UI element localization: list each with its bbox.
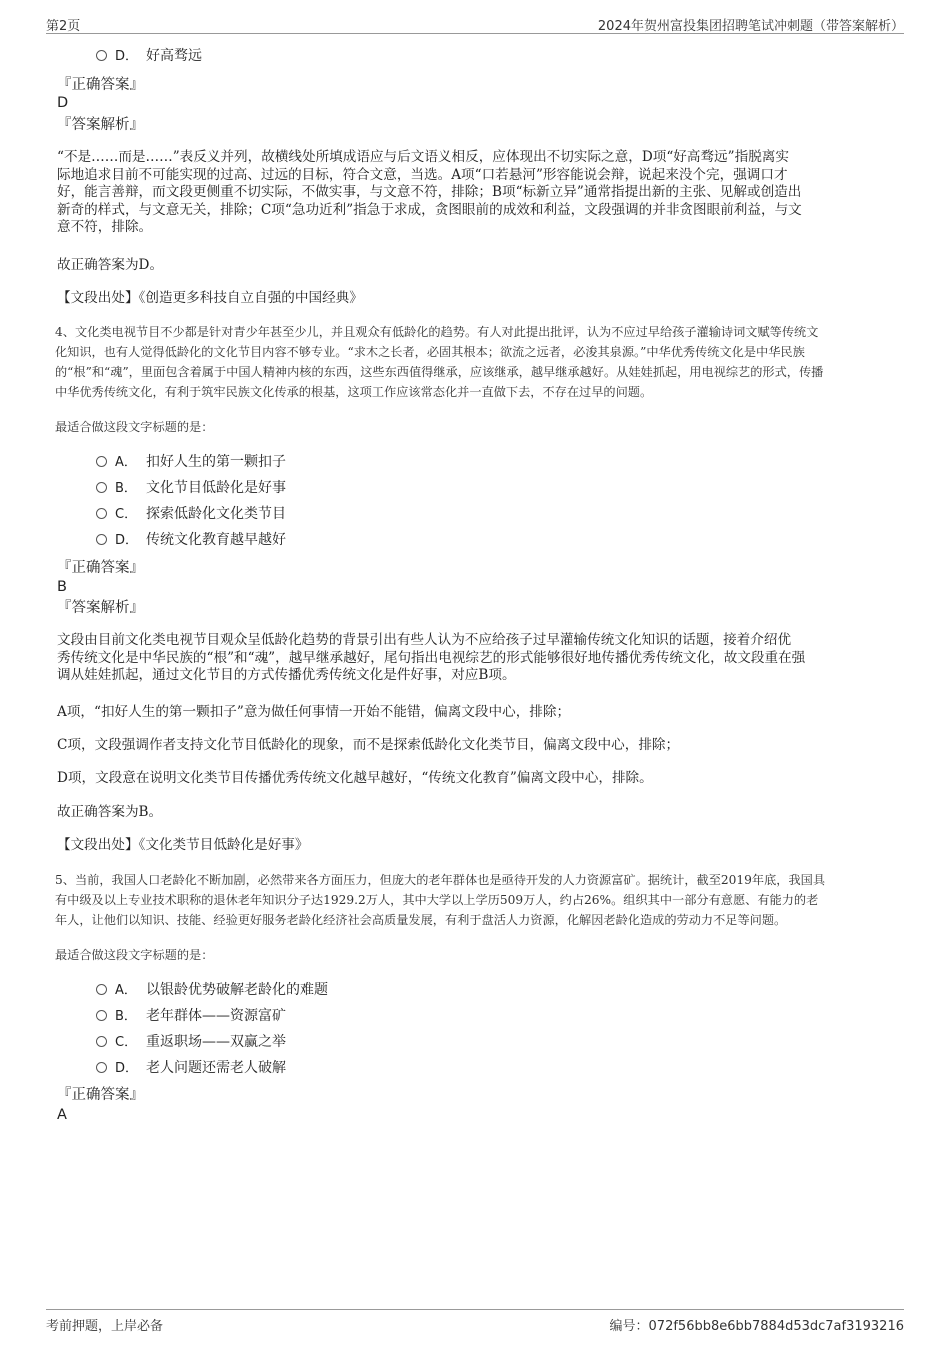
q5-answer: A [57,1107,67,1123]
question-line: 年人，让他们以知识、技能、经验更好服务老龄化经济社会高质量发展，有利于盘活人力资源，化解因老龄化造成的劳动力不足等问题。 [55,913,787,927]
code-value: 072f56bb8e6bb7884d53dc7af3193216 [648,1319,904,1334]
document-code [610,1315,904,1334]
question-line: 的“根”和“魂”，里面包含着属于中国人精神内核的东西，这些东西值得继承，应该继承，越早继承越好。从娃娃抓起，用电视综艺的形式，传播 [55,365,824,379]
radio-button[interactable] [96,50,107,61]
option-letter: D． [115,1061,139,1076]
option-text: 重返职场——双赢之举 [146,1034,286,1050]
q4-option-b[interactable] [96,478,286,498]
q4-prompt: 最适合做这段文字标题的是： [55,420,214,434]
option-text: 老年群体——资源富矿 [146,1008,286,1024]
footer-slogan: 考前押题，上岸必备 [46,1319,164,1334]
option-text: 传统文化教育越早越好 [146,532,286,548]
analysis-line: 文段由目前文化类电视节目观众呈低龄化趋势的背景引出有些人认为不应给孩子过早灌输传统文化知识的话题，接着介绍优 [57,632,792,648]
q5-option-d[interactable] [96,1058,286,1078]
q4-answer-label: 『正确答案』 [57,560,144,576]
q3-analysis-label: 『答案解析』 [57,117,144,133]
q3-option-d[interactable] [96,46,202,66]
q4-source: 【文段出处】《文化类节目低龄化是好事》 [57,837,309,853]
option-text: 扣好人生的第一颗扣子 [146,454,286,470]
question-line: 化知识，也有人觉得低龄化的文化节目内容不够专业。“求木之长者，必固其根本；欲流之远者，必浚其泉源。”中华优秀传统文化是中华民族 [55,345,805,359]
option-letter: A． [115,455,137,470]
radio-button[interactable] [96,984,107,995]
q4-option-a[interactable] [96,452,286,472]
option-letter: D． [115,49,139,64]
q4-note-c: C项，文段强调作者支持文化节目低龄化的现象，而不是探索低龄化文化类节目，偏离文段中心，排除； [57,737,680,753]
analysis-line: 际地追求目前不可能实现的过高、过远的目标，符合文意，当选。A项“口若悬河”形容能说会辩，说起来没个完，强调口才 [57,166,788,183]
q4-option-c[interactable] [96,504,286,524]
option-text: 好高骛远 [146,48,202,64]
analysis-line: 好，能言善辩，而文段更侧重不切实际，不做实事，与文意不符，排除；B项“标新立异”通常指提出新的主张、见解或创造出 [57,184,802,200]
option-text: 以银龄优势破解老龄化的难题 [146,982,328,998]
question-line: 有中级及以上专业技术职称的退休老年知识分子达1929.2万人，其中大学以上学历509万人，约占26%。组织其中一部分有意愿、有能力的老 [55,893,819,907]
radio-button[interactable] [96,1062,107,1073]
radio-button[interactable] [96,482,107,493]
q5-prompt: 最适合做这段文字标题的是： [55,948,214,962]
q5-question-text [55,870,903,930]
q5-option-c[interactable] [96,1032,286,1052]
q3-source: 【文段出处】《创造更多科技自立自强的中国经典》 [57,290,363,306]
q4-note-d: D项，文段意在说明文化类节目传播优秀传统文化越早越好，“传统文化教育”偏离文段中心，排除。 [57,770,653,786]
option-text: 文化节目低龄化是好事 [146,480,286,496]
option-letter: C． [115,507,138,522]
option-letter: A． [115,983,137,998]
question-line: 4、文化类电视节目不少都是针对青少年甚至少儿，并且观众有低龄化的趋势。有人对此提出批评，认为不应过早给孩子灌输诗词文赋等传统文 [55,325,819,339]
document-title: 2024年贺州富投集团招聘笔试冲刺题（带答案解析） [597,19,904,34]
option-text: 老人问题还需老人破解 [146,1060,286,1076]
analysis-line: 新奇的样式，与文意无关，排除；C项“急功近利”指急于求成，贪图眼前的成效和利益，文段强调的并非贪图眼前利益，与文 [57,201,802,218]
radio-button[interactable] [96,1010,107,1021]
q5-option-b[interactable] [96,1006,286,1026]
q4-conclusion: 故正确答案为B。 [57,804,163,820]
radio-button[interactable] [96,508,107,519]
option-letter: B． [115,1009,137,1024]
question-line: 5、当前，我国人口老龄化不断加剧，必然带来各方面压力，但庞大的老年群体也是亟待开发的人力资源富矿。据统计，截至2019年底，我国具 [55,873,826,887]
option-letter: C． [115,1035,138,1050]
q4-analysis-label: 『答案解析』 [57,600,144,616]
q4-answer: B [57,579,67,595]
analysis-line: 意不符，排除。 [57,219,153,235]
radio-button[interactable] [96,1036,107,1047]
q3-conclusion: 故正确答案为D。 [57,257,164,273]
q3-analysis [57,149,897,237]
q4-analysis [57,632,897,685]
page-number: 第2页 [46,19,81,34]
option-letter: B． [115,481,137,496]
q4-question-text [55,322,900,402]
option-letter: D． [115,533,139,548]
q3-answer-label: 『正确答案』 [57,77,144,93]
page-footer [46,1309,904,1334]
q5-answer-label: 『正确答案』 [57,1087,144,1103]
q4-note-a: A项，“扣好人生的第一颗扣子”意为做任何事情一开始不能错，偏离文段中心，排除； [57,704,571,720]
option-text: 探索低龄化文化类节目 [146,506,286,522]
radio-button[interactable] [96,456,107,467]
analysis-line: “不是……而是……”表反义并列，故横线处所填成语应与后文语义相反，应体现出不切实际之意，D项“好高骛远”指脱离实 [57,149,789,165]
question-line: 中华优秀传统文化，有利于筑牢民族文化传承的根基，这项工作应该常态化并一直做下去，不存在过早的问题。 [55,385,653,399]
analysis-line: 秀传统文化是中华民族的“根”和“魂”，越早继承越好，尾句指出电视综艺的形式能够很好地传播优秀传统文化，故文段重在强 [57,649,806,666]
page-header [46,14,904,34]
radio-button[interactable] [96,534,107,545]
code-label: 编号： [609,1319,649,1334]
q3-answer: D [57,95,69,111]
q4-option-d[interactable] [96,530,286,550]
q5-option-a[interactable] [96,980,328,1000]
analysis-line: 调从娃娃抓起，通过文化节目的方式传播优秀传统文化是件好事，对应B项。 [57,667,516,683]
